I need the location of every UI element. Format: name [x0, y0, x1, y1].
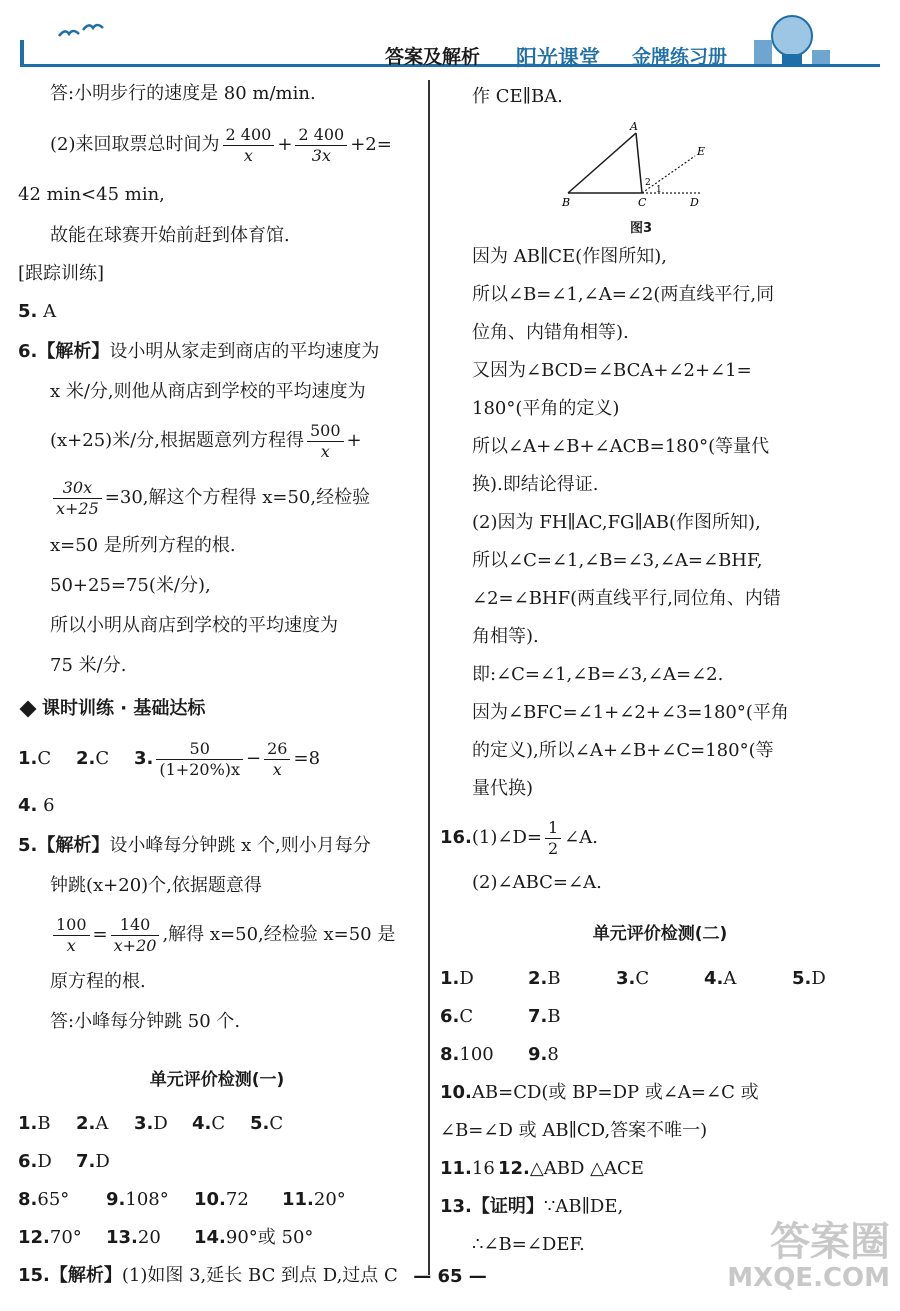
- text-line: 180°(平角的定义): [472, 398, 620, 419]
- answer-item: [76, 1105, 134, 1143]
- question-number: 4.: [704, 968, 724, 989]
- angle-1-label: 1: [656, 185, 662, 195]
- header-brand: 阳光课堂: [516, 45, 600, 70]
- watermark: [727, 1220, 890, 1292]
- answer-item: [106, 1219, 194, 1257]
- question-number: 12.: [18, 1227, 50, 1248]
- text-line: 因为 AB∥CE(作图所知),: [472, 246, 667, 267]
- answer: 20: [137, 1227, 161, 1248]
- text-line: ∠B=∠D 或 AB∥CD,答案不唯一): [440, 1120, 708, 1141]
- text-line: 换).即结论得证.: [472, 474, 599, 495]
- left-column: [18, 75, 416, 1295]
- answer: A: [95, 1113, 109, 1134]
- answer-item: [528, 1036, 616, 1074]
- text-line: ∠2=∠BHF(两直线平行,同位角、内错: [472, 588, 781, 609]
- answer: 65°: [37, 1189, 70, 1210]
- text: +: [277, 134, 293, 155]
- answer: C: [211, 1113, 226, 1134]
- numerator: 2 400: [295, 125, 347, 146]
- answer: A: [43, 301, 57, 322]
- question-number: 10.: [194, 1189, 226, 1210]
- numerator: 50: [156, 739, 243, 760]
- answer: △ABD △ACE: [529, 1158, 644, 1179]
- question-number: 5.: [792, 968, 812, 989]
- numerator: 26: [264, 739, 290, 760]
- answer: C: [95, 748, 110, 769]
- text-line: 量代换): [472, 778, 534, 799]
- answer: 20°: [313, 1189, 346, 1210]
- answer-row: [18, 1143, 416, 1181]
- text-line: 即:∠C=∠1,∠B=∠3,∠A=∠2.: [472, 664, 724, 685]
- numerator: 1: [545, 818, 561, 839]
- triangle-diagram: [560, 118, 720, 218]
- question-number: 11.: [440, 1158, 472, 1179]
- question-number: 1.: [18, 1113, 38, 1134]
- text: ∠A.: [564, 827, 598, 848]
- page-header: [0, 0, 900, 80]
- answer: A: [723, 968, 737, 989]
- denominator: x: [66, 935, 76, 955]
- text-line: x 米/分,则他从商店到学校的平均速度为: [50, 381, 366, 402]
- text: +: [346, 430, 362, 451]
- answer-item: [18, 787, 416, 827]
- answer: 72: [225, 1189, 249, 1210]
- answer-line: 答:小明步行的速度是 80 m/min.: [50, 83, 316, 104]
- question-number: 10.: [440, 1082, 472, 1103]
- text-line: 故能在球赛开始前赶到体育馆.: [50, 225, 290, 246]
- question-number: 1.: [18, 748, 38, 769]
- answer-item: [192, 1105, 250, 1143]
- text: (2)来回取票总时间为: [50, 134, 220, 155]
- text: 设小峰每分钟跳 x 个,则小月每分: [109, 835, 371, 856]
- unit-test-title: 单元评价检测(二): [592, 924, 728, 944]
- answer-item: [18, 293, 416, 333]
- equation-line: [18, 117, 416, 173]
- answer-item: [616, 960, 704, 998]
- denominator: x+20: [113, 935, 157, 955]
- denominator: x+25: [56, 498, 99, 518]
- text: (x+25)米/分,根据题意列方程得: [50, 430, 304, 451]
- denominator: 3x: [311, 145, 331, 165]
- header-section: 答案及解析: [385, 46, 481, 68]
- text-line: 42 min<45 min,: [18, 184, 165, 205]
- answer-row: [440, 1150, 880, 1188]
- answer-item: [440, 998, 528, 1036]
- numerator: 2 400: [223, 125, 275, 146]
- answer-row: [18, 1219, 416, 1257]
- fraction: [156, 739, 243, 780]
- fraction: [307, 421, 344, 462]
- angle-2-label: 2: [645, 178, 651, 188]
- question-number: 5.: [250, 1113, 270, 1134]
- answer: B: [37, 1113, 51, 1134]
- fraction: [53, 478, 102, 519]
- text-line: 角相等).: [472, 626, 539, 647]
- text-line: (2)因为 FH∥AC,FG∥AB(作图所知),: [472, 512, 761, 533]
- analysis-tag: 【解析】: [37, 341, 110, 362]
- fraction: [295, 125, 347, 166]
- denominator: 2: [547, 838, 559, 858]
- answer-item: [18, 1105, 76, 1143]
- question-number: 6.: [440, 1006, 460, 1027]
- numerator: 100: [53, 915, 90, 936]
- analysis-tag: 【解析】: [49, 1265, 122, 1286]
- label-b: B: [562, 196, 571, 209]
- answer-row: [18, 731, 416, 787]
- text: =: [92, 924, 108, 945]
- section-title: 课时训练 · 基础达标: [42, 698, 206, 719]
- question-number: 13.: [106, 1227, 138, 1248]
- question-number: 16.: [440, 827, 472, 848]
- text-line: 75 米/分.: [50, 655, 127, 676]
- equation-line: [18, 413, 416, 469]
- question-number: 2.: [76, 1113, 96, 1134]
- numerator: 500: [307, 421, 344, 442]
- answer-row: [440, 1036, 880, 1074]
- answer-row: [18, 1181, 416, 1219]
- answer-item: [18, 1143, 76, 1181]
- diamond-bullet-icon: [20, 701, 37, 718]
- answer: 6: [43, 795, 55, 816]
- answer-item: [440, 1036, 528, 1074]
- question-number: 2.: [528, 968, 548, 989]
- text-line: 钟跳(x+20)个,依据题意得: [50, 875, 262, 896]
- label-d: D: [690, 196, 699, 209]
- analysis-tag: 【解析】: [37, 835, 110, 856]
- answer-item: [194, 1219, 313, 1257]
- question-number: 6.: [18, 341, 38, 362]
- answer-row: [440, 998, 880, 1036]
- figure-3: [440, 118, 880, 238]
- text-line: 所以∠A+∠B+∠ACB=180°(等量代: [472, 436, 770, 457]
- question-number: 7.: [76, 1151, 96, 1172]
- question-number: 4.: [192, 1113, 212, 1134]
- fraction: [223, 125, 275, 166]
- segment-ab: [568, 133, 636, 193]
- text-line: 答:小峰每分钟跳 50 个.: [50, 1011, 241, 1032]
- text: AB=CD(或 BP=DP 或∠A=∠C 或: [471, 1082, 759, 1103]
- question-number: 15.: [18, 1265, 50, 1286]
- answer: C: [269, 1113, 284, 1134]
- question-number: 1.: [440, 968, 460, 989]
- fraction: [264, 739, 290, 780]
- text-line: 又因为∠BCD=∠BCA+∠2+∠1=: [472, 360, 752, 381]
- answer: B: [547, 968, 561, 989]
- text-line: 所以∠B=∠1,∠A=∠2(两直线平行,同: [472, 284, 775, 305]
- answer-item: [440, 1074, 880, 1112]
- label-e: E: [697, 145, 706, 158]
- answer: D: [811, 968, 826, 989]
- text: =8: [293, 748, 321, 769]
- numerator: 30x: [53, 478, 102, 499]
- answer: C: [459, 1006, 474, 1027]
- page-number: — 65 —: [413, 1266, 487, 1287]
- answer-row: [440, 960, 880, 998]
- fraction: [111, 915, 160, 956]
- answer-item: [704, 960, 792, 998]
- text-line: 原方程的根.: [50, 971, 146, 992]
- question-number: 4.: [18, 795, 38, 816]
- fraction: [545, 818, 561, 859]
- unit-test-title: 单元评价检测(一): [149, 1070, 285, 1090]
- answer: 8: [547, 1044, 559, 1065]
- equation-line: [18, 907, 416, 963]
- text: ,解得 x=50,经检验 x=50 是: [162, 924, 396, 945]
- denominator: (1+20%)x: [159, 759, 241, 779]
- answer-item: [250, 1105, 308, 1143]
- answer: D: [95, 1151, 110, 1172]
- answer-row: [18, 1105, 416, 1143]
- proof-tag: 【证明】: [471, 1196, 544, 1217]
- answer-item: [106, 1181, 194, 1219]
- header-left-rule: [20, 40, 24, 66]
- text: (1)如图 3,延长 BC 到点 D,过点 C: [121, 1265, 398, 1286]
- column-divider: [428, 80, 430, 1275]
- question-number: 8.: [18, 1189, 38, 1210]
- question-number: 14.: [194, 1227, 226, 1248]
- answer-item: [194, 1181, 282, 1219]
- watermark-line-2: MXQE.COM: [727, 1263, 890, 1293]
- question-number: 5.: [18, 835, 38, 856]
- question-number: 9.: [106, 1189, 126, 1210]
- question-number: 6.: [18, 1151, 38, 1172]
- text-line: x=50 是所列方程的根.: [50, 535, 236, 556]
- answer: 100: [459, 1044, 494, 1065]
- equation-line: [18, 469, 416, 527]
- text-line: 位角、内错角相等).: [472, 322, 629, 343]
- text-line: 因为∠BFC=∠1+∠2+∠3=180°(平角: [472, 702, 789, 723]
- answer-item: [528, 960, 616, 998]
- question-number: 7.: [528, 1006, 548, 1027]
- question-number: 3.: [134, 748, 154, 769]
- text-line: 所以小明从商店到学校的平均速度为: [50, 615, 338, 636]
- text-line: 所以∠C=∠1,∠B=∠3,∠A=∠BHF,: [472, 550, 763, 571]
- segment-ac: [636, 133, 642, 193]
- answer: D: [37, 1151, 52, 1172]
- answer: B: [547, 1006, 561, 1027]
- question-number: 3.: [134, 1113, 154, 1134]
- answer-item: [76, 1143, 134, 1181]
- globe-decoration-icon: [752, 10, 832, 66]
- text-line: 作 CE∥BA.: [472, 86, 563, 107]
- denominator: x: [320, 441, 330, 461]
- fraction: [53, 915, 90, 956]
- answer-item: [792, 960, 880, 998]
- label-a: A: [630, 120, 638, 133]
- answer: 90°或 50°: [225, 1227, 314, 1248]
- text: =30,解这个方程得 x=50,经检验: [104, 487, 371, 508]
- text-line: (2)∠ABC=∠A.: [472, 872, 602, 893]
- answer-item: [528, 998, 616, 1036]
- answer: D: [153, 1113, 168, 1134]
- question-number: 11.: [282, 1189, 314, 1210]
- watermark-line-1: 答案圈: [770, 1219, 890, 1265]
- text: (1)∠D=: [471, 827, 542, 848]
- text: +2=: [350, 134, 392, 155]
- answer-item: [440, 960, 528, 998]
- text: ∵AB∥DE,: [543, 1196, 624, 1217]
- answer-item: [440, 812, 880, 864]
- answer-item: [282, 1181, 370, 1219]
- answer: 16: [471, 1158, 495, 1179]
- text-line: 的定义),所以∠A+∠B+∠C=180°(等: [472, 740, 774, 761]
- denominator: x: [272, 759, 282, 779]
- answer: C: [635, 968, 650, 989]
- answer: C: [37, 748, 52, 769]
- text: 设小明从家走到商店的平均速度为: [109, 341, 380, 362]
- birds-decoration-icon: [55, 22, 115, 48]
- answer: 108°: [125, 1189, 169, 1210]
- right-column: [440, 78, 880, 1264]
- subsection-title: [跟踪训练]: [18, 263, 105, 284]
- answer: 70°: [49, 1227, 82, 1248]
- header-book-title: 金牌练习册: [632, 46, 728, 68]
- question-number: 12.: [498, 1158, 530, 1179]
- text-line: 50+25=75(米/分),: [50, 575, 211, 596]
- question-number: 2.: [76, 748, 96, 769]
- figure-caption: 图3: [630, 221, 653, 236]
- answer-item: [18, 333, 416, 373]
- section-heading: [18, 687, 416, 731]
- denominator: x: [243, 145, 253, 165]
- question-number: 8.: [440, 1044, 460, 1065]
- answer-item: [18, 1181, 106, 1219]
- answer-item: [134, 1105, 192, 1143]
- text-line: ∴∠B=∠DEF.: [472, 1234, 585, 1255]
- answer-item: [18, 827, 416, 867]
- question-number: 13.: [440, 1196, 472, 1217]
- text: −: [246, 748, 262, 769]
- numerator: 140: [111, 915, 160, 936]
- answer-item: [18, 1219, 106, 1257]
- answer: D: [459, 968, 474, 989]
- question-number: 9.: [528, 1044, 548, 1065]
- question-number: 5.: [18, 301, 38, 322]
- question-number: 3.: [616, 968, 636, 989]
- label-c: C: [638, 196, 647, 209]
